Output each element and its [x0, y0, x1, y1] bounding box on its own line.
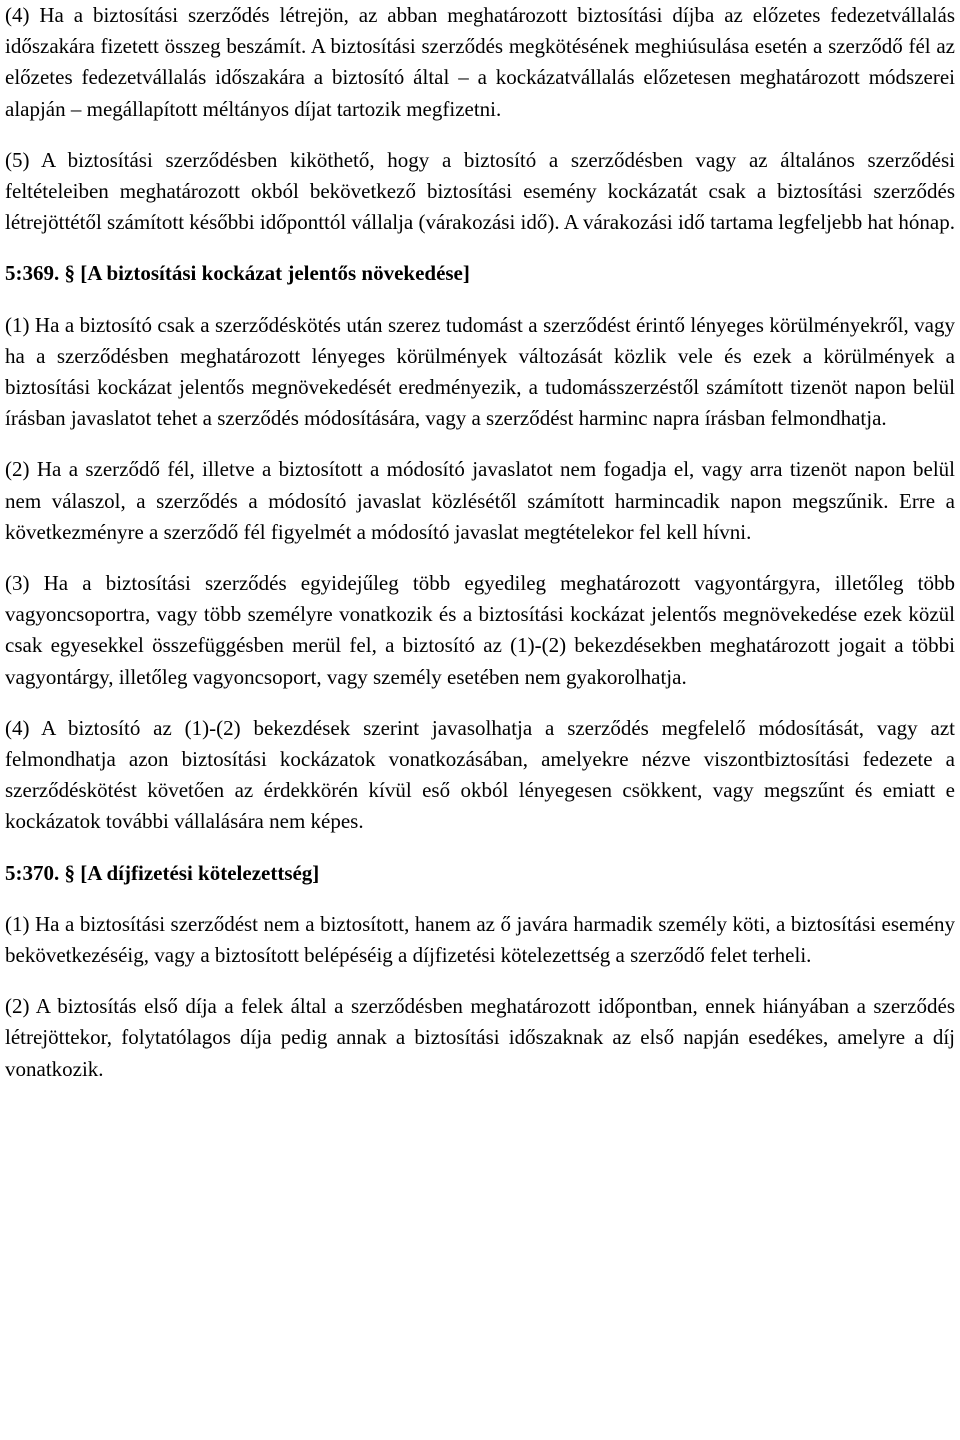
paragraph-gap — [5, 971, 955, 991]
paragraph-5-varakozasi-ido: (5) A biztosítási szerződésben kiköthető, hogy a biztosító a szerződésben vagy az általános szerződési feltételeiben meghatározott okból bekövetkező biztosítási esemény kockázatát csak a biztosítási szerződés létrejöttétől számított későbbi időponttól vállalja (várakozási idő). A várakozási idő tartama legfeljebb hat hónap. — [5, 147, 955, 235]
paragraph-5-369-2: (2) Ha a szerződő fél, illetve a biztosított a módosító javaslatot nem fogadja el, vagy arra tizenöt napon belül nem válaszol, a szerződés a módosító javaslat közlésétől számított harmincadik napon megszűnik. Erre a következményre a szerződő fél figyelmét a módosító javaslat megtételekor fel kell hívni. — [5, 457, 955, 544]
paragraph-5-370-1: (1) Ha a biztosítási szerződést nem a biztosított, hanem az ő javára harmadik személy köti, a biztosítási esemény bekövetkezéséig, vagy a biztosított belépéséig a díjfizetési kötelezettség a szerződő felet terheli. — [5, 911, 955, 968]
paragraph-5-369-1: (1) Ha a biztosító csak a szerződéskötés után szerez tudomást a szerződést érintő lényeges körülményekről, vagy ha a szerződésben meghatározott lényeges körülmények változását közlik vele és ezek a körülmények a biztosítási kockázat jelentős megnövekedését eredményezik, a tudomásszerzéstől számított tizenöt napon belül írásban javaslatot tehet a szerződés módosítására, vagy a szerződést harminc napra írásban felmondhatja. — [5, 312, 955, 431]
paragraph-gap — [5, 125, 955, 145]
paragraph-gap — [5, 290, 955, 310]
paragraph-5-370-2: (2) A biztosítás első díja a felek által a szerződésben meghatározott időpontban, ennek hiányában a szerződés létrejöttekor, folytatólagos díja pedig annak a biztosítási időszaknak az első napján esedékes, amelyre a díj vonatkozik. — [5, 994, 955, 1081]
paragraph-gap — [5, 838, 955, 858]
paragraph-gap — [5, 889, 955, 909]
paragraph-gap — [5, 434, 955, 454]
section-heading-5-370: 5:370. § [A díjfizetési kötelezettség] — [5, 860, 320, 885]
section-heading-5-369: 5:369. § [A biztosítási kockázat jelentős növekedése] — [5, 261, 470, 286]
paragraph-4-fedezetvallalas: (4) Ha a biztosítási szerződés létrejön, az abban meghatározott biztosítási díjba az előzetes fedezetvállalás időszakára fizetett összeg beszámít. A biztosítási szerződés megkötésének meghiúsulása esetén a szerződő fél az előzetes fedezetvállalás időszakára a biztosító által – a kockázatvállalás előzetesen meghatározott módszerei alapján – megállapított méltányos díjat tartozik megfizetni. — [5, 3, 955, 121]
paragraph-5-369-4: (4) A biztosító az (1)-(2) bekezdések szerint javasolhatja a szerződés megfelelő módosítását, vagy azt felmondhatja azon biztosítási kockázatok vonatkozásában, amelyekre nézve viszontbiztosítási fedezete a szerződéskötést követően az érdekkörén kívül eső okból lényegesen csökkent, vagy megszűnt és emiatt e kockázatok további vállalására nem képes. — [5, 715, 955, 834]
paragraph-gap — [5, 693, 955, 713]
paragraph-gap — [5, 238, 955, 258]
paragraph-5-369-3: (3) Ha a biztosítási szerződés egyidejűleg több egyedileg meghatározott vagyontárgyra, illetőleg több vagyoncsoportra, vagy több személyre vonatkozik és a biztosítási kockázat jelentős megnövekedése ezek közül csak egyesekkel összefüggésben merül fel, a biztosító az (1)-(2) bekezdésekben meghatározott jogait a többi vagyontárgy, illetőleg vagyoncsoport, vagy személy esetében nem gyakorolhatja. — [5, 571, 955, 689]
paragraph-gap — [5, 548, 955, 568]
document-page — [5, 0, 955, 1085]
